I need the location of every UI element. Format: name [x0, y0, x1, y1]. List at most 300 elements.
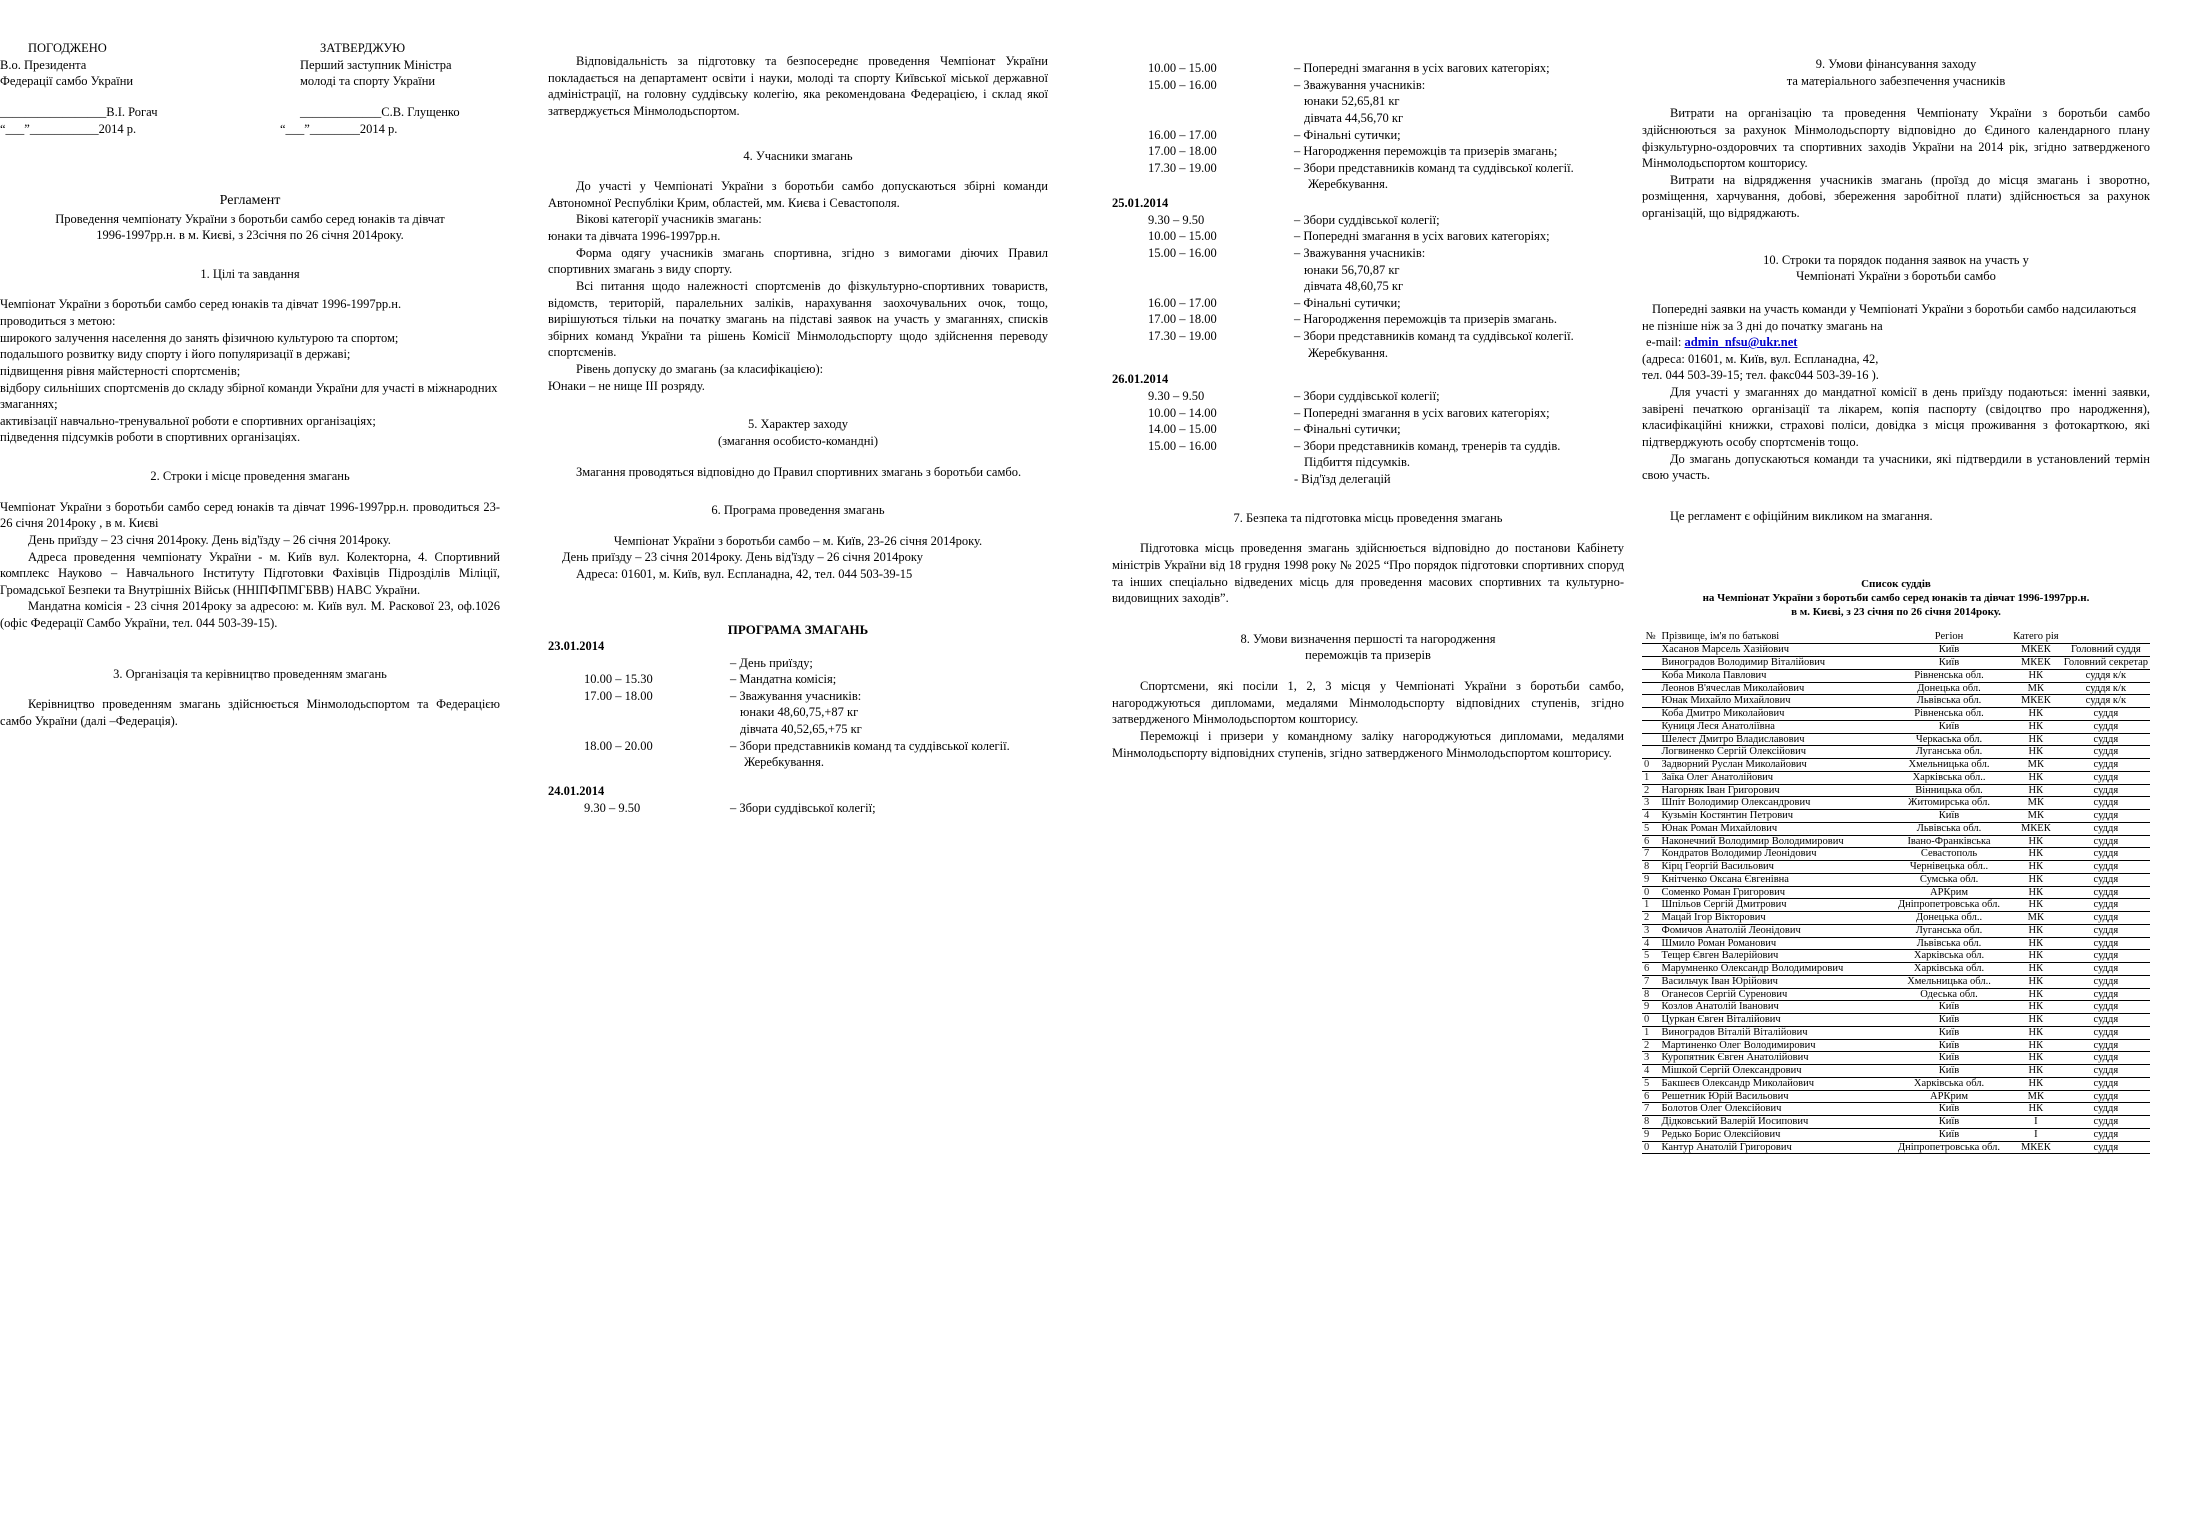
- row-number: 8: [1642, 988, 1660, 1001]
- judge-category: МКЕК: [2010, 644, 2062, 657]
- judge-category: НК: [2010, 746, 2062, 759]
- judge-name: Задворний Руслан Миколайович: [1660, 759, 1889, 772]
- judge-category: МК: [2010, 682, 2062, 695]
- judge-position: суддя: [2062, 720, 2150, 733]
- section-9-title: 9. Умови фінансування заходу: [1815, 57, 1977, 71]
- judge-category: НК: [2010, 975, 2062, 988]
- judge-category: МК: [2010, 759, 2062, 772]
- program-day-2: [1112, 60, 1574, 193]
- judge-position: суддя: [2062, 1026, 2150, 1039]
- time: 15.00 – 16.00: [1148, 245, 1217, 260]
- section-10-title-2: Чемпіонаті України з боротьби самбо: [1796, 269, 1996, 284]
- table-row: [1642, 1090, 2150, 1103]
- judge-position: суддя: [2062, 1128, 2150, 1141]
- table-row: [1642, 873, 2150, 886]
- approved-heading: ЗАТВЕРДЖУЮ: [320, 41, 406, 55]
- judge-region: Київ: [1888, 1116, 2010, 1129]
- judge-category: НК: [2010, 873, 2062, 886]
- judge-name: Бакшеєв Олександр Миколайович: [1660, 1077, 1889, 1090]
- judge-category: НК: [2010, 835, 2062, 848]
- table-row: [1642, 810, 2150, 823]
- table-row: [1642, 861, 2150, 874]
- agreed-sign: _________________В.І. Рогач: [0, 104, 158, 119]
- section-9-title-2: та матеріального забезпечення учасників: [1786, 73, 2006, 88]
- approval-right: [280, 40, 520, 137]
- table-row: [1642, 924, 2150, 937]
- time: 17.30 – 19.00: [1148, 160, 1217, 175]
- judge-name: Шмило Роман Романович: [1660, 937, 1889, 950]
- time: 9.30 – 9.50: [584, 800, 641, 815]
- time: 9.30 – 9.50: [1148, 212, 1205, 227]
- event: – Попередні змагання в усіх вагових категоріях;: [1294, 405, 1550, 420]
- time: 10.00 – 15.00: [1148, 229, 1217, 244]
- judge-name: Юнак Роман Михайлович: [1660, 822, 1889, 835]
- program-title: ПРОГРАМА ЗМАГАНЬ: [727, 621, 869, 637]
- s4-paragraph: До участі у Чемпіонаті України з боротьби самбо допускаються збірні команди Автономної Республіки Крим, областей, мм. Києва і Севастополя.: [548, 179, 1048, 210]
- judge-name: Нагорняк Іван Григорович: [1660, 784, 1889, 797]
- judge-name: Козлов Анатолій Іванович: [1660, 1001, 1889, 1014]
- judge-region: Київ: [1888, 1039, 2010, 1052]
- judge-region: Рівненська обл.: [1888, 669, 2010, 682]
- row-number: [1642, 682, 1660, 695]
- judge-region: Харківська обл.: [1888, 963, 2010, 976]
- approval-left: [0, 40, 240, 137]
- judge-name: Тещер Євген Валерійович: [1660, 950, 1889, 963]
- s10-paragraph: До змагань допускаються команди та учасники, які підтвердили в установлений термін свою участь.: [1642, 451, 2150, 483]
- time: [548, 721, 730, 738]
- time: [1112, 176, 1294, 193]
- judge-category: НК: [2010, 1039, 2062, 1052]
- email-link[interactable]: admin_nfsu@ukr.net: [1684, 335, 1798, 350]
- table-row: [1642, 759, 2150, 772]
- email-line: [1642, 334, 2150, 351]
- time: [1112, 471, 1294, 488]
- event: – Збори представників команд та суддівської колегії.: [1294, 329, 1574, 343]
- judge-name: Логвиненко Сергій Олексійович: [1660, 746, 1889, 759]
- event: юнаки 52,65,81 кг: [1304, 94, 1400, 109]
- judge-region: АРКрим: [1888, 886, 2010, 899]
- judge-name: Куропятник Євген Анатолійович: [1660, 1052, 1889, 1065]
- judge-position: Головний суддя: [2062, 644, 2150, 657]
- judge-position: суддя: [2062, 835, 2150, 848]
- judges-list: [1642, 578, 2150, 1154]
- judge-position: суддя: [2062, 1065, 2150, 1078]
- judge-name: Редько Борис Олексійович: [1660, 1128, 1889, 1141]
- judge-category: МКЕК: [2010, 1141, 2062, 1154]
- phones-line: тел. 044 503-39-15; тел. факс044 503-39-16 ).: [1642, 368, 1879, 383]
- regulation-subtitle-2: 1996-1997рр.н. в м. Києві, з 23січня по 26 січня 2014року.: [96, 228, 404, 243]
- table-row: [1642, 963, 2150, 976]
- s6-line: Чемпіонат України з боротьби самбо – м. Київ, 23-26 січня 2014року.: [613, 533, 983, 548]
- judge-position: суддя: [2062, 873, 2150, 886]
- agreed-heading: ПОГОДЖЕНО: [28, 41, 107, 55]
- judge-region: Житомирська обл.: [1888, 797, 2010, 810]
- judge-category: НК: [2010, 1014, 2062, 1027]
- table-row: [1642, 746, 2150, 759]
- judge-name: Мартиненко Олег Володимирович: [1660, 1039, 1889, 1052]
- event: Жеребкування.: [1308, 345, 1388, 360]
- section-6-title: 6. Програма проведення змагань: [711, 503, 885, 518]
- event: – Збори представників команд та суддівської колегії.: [730, 738, 1010, 753]
- column-1: [0, 40, 500, 730]
- s6-line: День приїзду – 23 січня 2014року. День від'їзду – 26 січня 2014року: [562, 550, 923, 565]
- s7-paragraph: Підготовка місць проведення змагань здійснюється відповідно до постанови Кабінету міністрів України від 18 грудня 1998 року № 2025 “Про порядок підготовки спортивних споруд та інших спеціально відведених місць для проведення масових спортивних та культурно-видовищних заходів”.: [1112, 541, 1624, 606]
- judges-table: [1642, 630, 2150, 1155]
- program-day-3: [1112, 212, 1574, 362]
- section-8-title-2: переможців та призерів: [1305, 648, 1431, 663]
- s9-paragraph: Витрати на відрядження учасників змагань (проїзд до місця змагань і зворотно, розміщення, харчування, добові, збереження заробітної плати) здійснюється за рахунок організацій, що відряджають.: [1642, 172, 2150, 220]
- judge-name: Юнак Михайло Михайлович: [1660, 695, 1889, 708]
- row-number: 6: [1642, 835, 1660, 848]
- row-number: 0: [1642, 1014, 1660, 1027]
- judge-region: Хмельницька обл.: [1888, 759, 2010, 772]
- judge-category: НК: [2010, 771, 2062, 784]
- judge-position: суддя: [2062, 733, 2150, 746]
- time: 9.30 – 9.50: [1148, 388, 1205, 403]
- judge-region: Київ: [1888, 1026, 2010, 1039]
- table-row: [1642, 657, 2150, 670]
- row-number: 8: [1642, 861, 1660, 874]
- judge-position: суддя: [2062, 912, 2150, 925]
- program-date-3: 25.01.2014: [1112, 196, 1169, 210]
- program-date-2: 24.01.2014: [548, 783, 605, 798]
- judge-category: НК: [2010, 937, 2062, 950]
- table-row: [1642, 1014, 2150, 1027]
- approved-date: “___”________2014 р.: [280, 121, 398, 136]
- judge-category: І: [2010, 1116, 2062, 1129]
- judge-region: Івано-Франківська: [1888, 835, 2010, 848]
- judge-region: Львівська обл.: [1888, 695, 2010, 708]
- s4-paragraph: Форма одягу учасників змагань спортивна, згідно з вимогами діючих Правил спортивних змагань з виду спорту.: [548, 245, 1048, 277]
- judge-name: Шпіт Володимир Олександрович: [1660, 797, 1889, 810]
- agreed-line2: Федерації самбо України: [0, 74, 134, 89]
- event: - Від'їзд делегацій: [1294, 472, 1391, 486]
- judge-name: Решетник Юрій Васильович: [1660, 1090, 1889, 1103]
- judge-position: суддя: [2062, 1001, 2150, 1014]
- table-row: [1642, 1141, 2150, 1154]
- judge-name: Коба Микола Павлович: [1660, 669, 1889, 682]
- s1-line: активізації навчально-тренувальної роботи е спортивних організаціях;: [0, 413, 376, 428]
- table-row: [1642, 937, 2150, 950]
- judge-region: Київ: [1888, 657, 2010, 670]
- table-row: [1642, 669, 2150, 682]
- judge-position: суддя: [2062, 1039, 2150, 1052]
- judge-position: суддя: [2062, 950, 2150, 963]
- time: 14.00 – 15.00: [1148, 422, 1217, 437]
- judge-region: Одеська обл.: [1888, 988, 2010, 1001]
- time: [1112, 278, 1294, 295]
- table-row: [1642, 975, 2150, 988]
- section-5-subtitle: (змагання особисто-командні): [717, 433, 879, 448]
- judge-category: НК: [2010, 899, 2062, 912]
- row-number: 1: [1642, 1026, 1660, 1039]
- judge-region: Київ: [1888, 810, 2010, 823]
- judges-subtitle-2: в м. Києві, з 23 січня по 26 січня 2014року.: [1791, 605, 2001, 618]
- event: – Збори суддівської колегії;: [1294, 388, 1440, 403]
- row-number: 0: [1642, 1141, 1660, 1154]
- event: Жеребкування.: [744, 755, 824, 770]
- judge-category: НК: [2010, 733, 2062, 746]
- col-category: Катего рія: [2010, 630, 2062, 644]
- time: 10.00 – 15.00: [1148, 61, 1217, 75]
- table-row: [1642, 899, 2150, 912]
- table-row: [1642, 1103, 2150, 1116]
- judge-region: Київ: [1888, 1014, 2010, 1027]
- s4-paragraph: Вікові категорії учасників змагань:: [576, 212, 762, 227]
- row-number: 6: [1642, 963, 1660, 976]
- table-row: [1642, 950, 2150, 963]
- s10-paragraph: Для участі у змаганнях до мандатної комісії в день приїзду подаються: іменні заявки, завірені печаткою організації та лікарем, копія паспорту (свідоцтво про народження), класифікаційні книжки, страхові поліси, довідка з місця проживання з фотокарткою, які підтверджують особу спортсменів тощо.: [1642, 385, 2150, 449]
- s8-paragraph: Переможці і призери у командному заліку нагороджуються дипломами, медалями Мінмолодьспорту відповідних ступенів, згідно затвердженого Мінмолодьспортом кошторису.: [1112, 728, 1624, 760]
- s4-paragraph: Всі питання щодо належності спортсменів до фізкультурно-спортивних товариств, відомств, територій, паралельних заліків, нарахування заохочувальних очок, тощо, вирішуються тільки на початку змагань на підставі заявок на участь у змаганнях, списків збірних команд України та рішень Комісії Мінмолодьспорту щодо здійснення переводу спортсменів.: [548, 278, 1048, 360]
- row-number: [1642, 695, 1660, 708]
- table-row: [1642, 912, 2150, 925]
- judge-region: АРКрим: [1888, 1090, 2010, 1103]
- table-row: [1642, 1128, 2150, 1141]
- table-row: [1642, 1026, 2150, 1039]
- judge-category: МК: [2010, 912, 2062, 925]
- judge-name: Васильчук Іван Юрійович: [1660, 975, 1889, 988]
- judge-name: Шелест Дмитро Владиславович: [1660, 733, 1889, 746]
- row-number: 5: [1642, 1077, 1660, 1090]
- section-3-title: 3. Організація та керівництво проведенням змагань: [113, 666, 387, 681]
- time: 15.00 – 16.00: [1148, 438, 1217, 453]
- row-number: 4: [1642, 1065, 1660, 1078]
- row-number: 0: [1642, 759, 1660, 772]
- judge-position: суддя: [2062, 1014, 2150, 1027]
- judge-position: суддя: [2062, 924, 2150, 937]
- table-row: [1642, 1052, 2150, 1065]
- judge-category: НК: [2010, 708, 2062, 721]
- row-number: [1642, 746, 1660, 759]
- s1-line: відбору сильніших спортсменів до складу збірної команди України для участі в міжнародних змаганнях;: [0, 380, 498, 412]
- table-row: [1642, 797, 2150, 810]
- judge-position: суддя к/к: [2062, 682, 2150, 695]
- judge-region: Київ: [1888, 1065, 2010, 1078]
- judge-category: НК: [2010, 1026, 2062, 1039]
- event: юнаки 56,70,87 кг: [1304, 262, 1400, 277]
- program-day-4: [1112, 388, 1560, 488]
- table-row: [1642, 1065, 2150, 1078]
- program-date-4: 26.01.2014: [1112, 372, 1169, 387]
- judge-position: суддя: [2062, 1141, 2150, 1154]
- judge-name: Кантур Анатолій Григорович: [1660, 1141, 1889, 1154]
- judge-name: Оганесов Сергій Суренович: [1660, 988, 1889, 1001]
- judge-category: НК: [2010, 1103, 2062, 1116]
- event: – Нагородження переможців та призерів змагань.: [1294, 312, 1557, 327]
- table-row: [1642, 695, 2150, 708]
- event: юнаки 48,60,75,+87 кг: [740, 705, 859, 720]
- judge-name: Коба Дмитро Миколайович: [1660, 708, 1889, 721]
- column-4: [1642, 56, 2150, 1154]
- table-row: [1642, 988, 2150, 1001]
- s4-paragraph: Юнаки – не нище ІІІ розряду.: [548, 378, 705, 393]
- row-number: 2: [1642, 784, 1660, 797]
- row-number: 5: [1642, 822, 1660, 835]
- row-number: 3: [1642, 924, 1660, 937]
- s1-line: Чемпіонат України з боротьби самбо серед юнаків та дівчат 1996-1997рр.н.: [0, 297, 402, 312]
- program-day-2-part: [548, 800, 876, 817]
- event: – Фінальні сутички;: [1294, 127, 1401, 142]
- column-3: [1112, 60, 1624, 761]
- email-label: e-mail:: [1646, 335, 1682, 350]
- judges-title: Список суддів: [1861, 578, 1931, 591]
- judge-position: суддя: [2062, 797, 2150, 810]
- judge-region: Луганська обл.: [1888, 924, 2010, 937]
- judge-name: Кондратов Володимир Леонідович: [1660, 848, 1889, 861]
- section-1-title: 1. Цілі та завдання: [200, 266, 300, 281]
- row-number: 0: [1642, 886, 1660, 899]
- judge-region: Київ: [1888, 1128, 2010, 1141]
- judge-name: Кузьмін Костянтин Петрович: [1660, 810, 1889, 823]
- judge-category: НК: [2010, 784, 2062, 797]
- event: дівчата 48,60,75 кг: [1304, 279, 1404, 294]
- judge-category: МКЕК: [2010, 695, 2062, 708]
- row-number: 5: [1642, 950, 1660, 963]
- s1-line: проводиться з метою:: [0, 314, 116, 329]
- s1-line: підведення підсумків роботи в спортивних організаціях.: [0, 430, 301, 445]
- judge-region: Донецька обл..: [1888, 912, 2010, 925]
- time: 17.30 – 19.00: [1148, 329, 1217, 343]
- time: 16.00 – 17.00: [1148, 295, 1217, 310]
- judge-category: НК: [2010, 988, 2062, 1001]
- judge-category: МКЕК: [2010, 822, 2062, 835]
- signature-block: [0, 40, 500, 140]
- judge-region: Харківська обл..: [1888, 771, 2010, 784]
- judge-region: Київ: [1888, 720, 2010, 733]
- judge-region: Львівська обл.: [1888, 822, 2010, 835]
- judge-category: МК: [2010, 810, 2062, 823]
- judge-category: МКЕК: [2010, 657, 2062, 670]
- judge-region: Дніпропетровська обл.: [1888, 899, 2010, 912]
- row-number: 4: [1642, 810, 1660, 823]
- time: [548, 754, 730, 771]
- time: [1112, 93, 1294, 110]
- judge-name: Мацай Ігор Вікторович: [1660, 912, 1889, 925]
- regulation-title: Регламент: [219, 193, 281, 208]
- approved-line1: Перший заступник Міністра: [300, 57, 452, 72]
- row-number: 7: [1642, 975, 1660, 988]
- table-row: [1642, 1001, 2150, 1014]
- section-10-title: 10. Строки та порядок подання заявок на участь у: [1763, 252, 2029, 267]
- event: – Збори суддівської колегії;: [730, 800, 876, 815]
- regulation-subtitle-1: Проведення чемпіонату України з боротьби самбо серед юнаків та дівчат: [55, 211, 445, 226]
- row-number: 2: [1642, 1039, 1660, 1052]
- judge-category: МК: [2010, 1090, 2062, 1103]
- judge-name: Хасанов Марсель Хазійович: [1660, 644, 1889, 657]
- event: – Мандатна комісія;: [730, 672, 837, 687]
- judge-category: НК: [2010, 1065, 2062, 1078]
- event: дівчата 44,56,70 кг: [1304, 110, 1404, 125]
- event: – Нагородження переможців та призерів змагань;: [1294, 144, 1558, 159]
- address-line: (адреса: 01601, м. Київ, вул. Еспланадна, 42,: [1642, 351, 1879, 366]
- judge-position: суддя: [2062, 1052, 2150, 1065]
- s4-paragraph: Рівень допуску до змагань (за класифікацією):: [576, 362, 824, 376]
- judge-name: Наконечний Володимир Володимирович: [1660, 835, 1889, 848]
- event: – Зважування учасників:: [1294, 77, 1426, 92]
- s6-line: Адреса: 01601, м. Київ, вул. Еспланадна, 42, тел. 044 503-39-15: [576, 567, 913, 581]
- judge-name: Шпільов Сергій Дмитрович: [1660, 899, 1889, 912]
- approved-line2: молоді та спорту України: [300, 74, 436, 89]
- row-number: 3: [1642, 797, 1660, 810]
- s1-line: широкого залучення населення до занять фізичною культурою та спортом;: [0, 330, 399, 345]
- judge-position: суддя: [2062, 963, 2150, 976]
- section-2-title: 2. Строки і місце проведення змагань: [150, 469, 350, 484]
- judge-position: суддя: [2062, 1090, 2150, 1103]
- column-2: [548, 53, 1048, 816]
- judge-position: суддя: [2062, 848, 2150, 861]
- time: [548, 704, 730, 721]
- agreed-line1: В.о. Президента: [0, 57, 87, 72]
- row-number: [1642, 708, 1660, 721]
- approved-sign: _____________С.В. Глущенко: [300, 104, 460, 119]
- row-number: 9: [1642, 1128, 1660, 1141]
- judge-category: НК: [2010, 963, 2062, 976]
- s4-paragraph: юнаки та дівчата 1996-1997рр.н.: [548, 229, 721, 243]
- row-number: 1: [1642, 899, 1660, 912]
- judge-position: суддя: [2062, 988, 2150, 1001]
- table-row: [1642, 733, 2150, 746]
- judge-position: суддя: [2062, 1116, 2150, 1129]
- program-day-1: [548, 655, 1010, 771]
- event: – Зважування учасників:: [730, 688, 862, 703]
- s9-paragraph: Витрати на організацію та проведення Чемпіонату України з боротьби самбо здійснюються за рахунок Мінмолодьспорту відповідно до Єдиного календарного плану фізкультурно-оздоровчих та спортивних заходів України на 2014 рік, згідно затвердженого Мінмолодьспортом кошторису.: [1642, 106, 2150, 171]
- judge-region: Дніпропетровська обл.: [1888, 1141, 2010, 1154]
- table-row: [1642, 708, 2150, 721]
- time: 17.00 – 18.00: [1148, 144, 1217, 159]
- time: 15.00 – 16.00: [1148, 77, 1217, 92]
- program-date-1: 23.01.2014: [548, 638, 605, 653]
- judge-name: Марумненко Олександр Володимирович: [1660, 963, 1889, 976]
- event: – Збори суддівської колегії;: [1294, 212, 1440, 227]
- row-number: [1642, 733, 1660, 746]
- section-8-title: 8. Умови визначення першості та нагородження: [1240, 631, 1496, 646]
- row-number: 7: [1642, 1103, 1660, 1116]
- row-number: 2: [1642, 912, 1660, 925]
- row-number: 9: [1642, 1001, 1660, 1014]
- row-number: [1642, 657, 1660, 670]
- judge-region: Хмельницька обл..: [1888, 975, 2010, 988]
- event: – День приїзду;: [730, 655, 813, 670]
- judge-region: Вінницька обл.: [1888, 784, 2010, 797]
- time: 10.00 – 14.00: [1148, 405, 1217, 420]
- judge-category: МК: [2010, 797, 2062, 810]
- event: – Попередні змагання в усіх вагових категоріях;: [1294, 61, 1550, 75]
- s2-paragraph: Адреса проведення чемпіонату України - м. Київ вул. Колекторна, 4. Спортивний комплекс Науково – Навчального Інституту Підготовки Фахівців Підрозділів Міліції, Громадської Безпеки та Внутрішніх Військ (ННІПФПМГБВВ) НАВС України.: [0, 549, 500, 597]
- judge-position: Головний секретар: [2063, 657, 2148, 669]
- section-7-title: 7. Безпека та підготовка місць проведення змагань: [1233, 510, 1503, 525]
- judges-body: [1642, 644, 2150, 1154]
- time: [1112, 110, 1294, 127]
- section-5-title: 5. Характер заходу: [748, 417, 848, 432]
- time: [1112, 454, 1294, 471]
- judge-region: Київ: [1888, 1052, 2010, 1065]
- judge-region: Севастополь: [1888, 848, 2010, 861]
- judge-category: НК: [2010, 1077, 2062, 1090]
- time: [548, 655, 730, 672]
- judge-position: суддя: [2062, 784, 2150, 797]
- judge-region: Чернівецька обл..: [1888, 861, 2010, 874]
- event: – Фінальні сутички;: [1294, 422, 1401, 437]
- judge-name: Болотов Олег Олексійович: [1660, 1103, 1889, 1116]
- judge-region: Харківська обл.: [1888, 1077, 2010, 1090]
- time: [1112, 345, 1294, 362]
- judge-name: Фомичов Анатолій Леонідович: [1660, 924, 1889, 937]
- judge-region: Рівненська обл.: [1888, 708, 2010, 721]
- time: 17.00 – 18.00: [1148, 312, 1217, 327]
- judge-name: Соменко Роман Григорович: [1660, 886, 1889, 899]
- time: 10.00 – 15.30: [584, 672, 653, 687]
